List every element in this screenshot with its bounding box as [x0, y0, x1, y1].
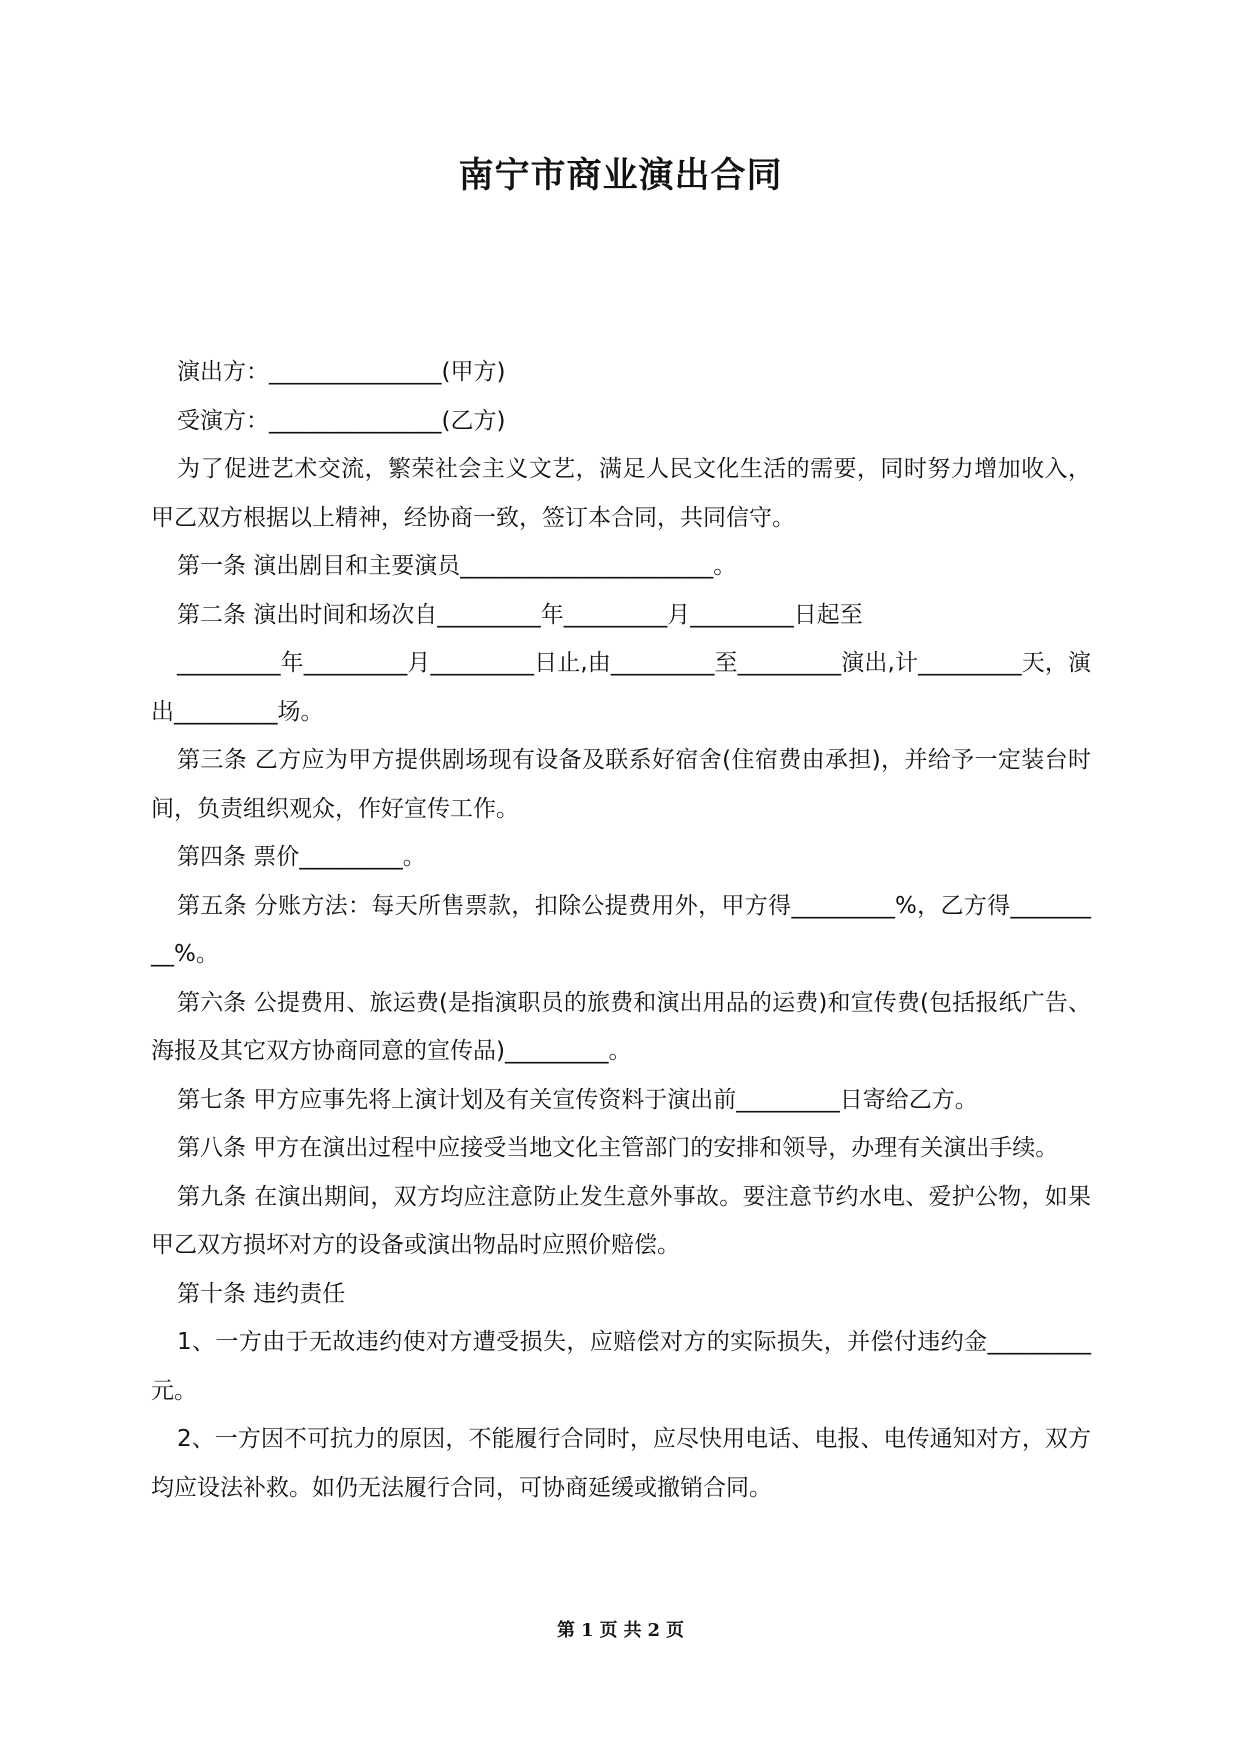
- article-2: 第二条 演出时间和场次自_________年_________月_________日起至: [177, 601, 863, 628]
- article-4: 第四条 票价_________。: [177, 844, 426, 870]
- article-10-heading: 第十条 违约责任: [177, 1280, 346, 1307]
- footer-page-word: 第: [556, 1620, 575, 1641]
- article-10-clause-2: 2、一方因不可抗力的原因，不能履行合同时，应尽快用电话、电报、电传通知对方，双方均应设法补救。如仍无法履行合同，可协商延缓或撤销合同。: [151, 1426, 1091, 1501]
- page-footer: [0, 1618, 1241, 1644]
- footer-page-number: 1: [580, 1620, 594, 1641]
- party-a-line: 演出方：_______________(甲方): [177, 359, 506, 385]
- article-8: 第八条 甲方在演出过程中应接受当地文化主管部门的安排和领导，办理有关演出手续。: [177, 1135, 1059, 1161]
- preamble-paragraph: 为了促进艺术交流，繁荣社会主义文艺，满足人民文化生活的需要，同时努力增加收入，甲乙双方根据以上精神，经协商一致，签订本合同，共同信守。: [151, 456, 1091, 531]
- document-title: 南宁市商业演出合同: [458, 156, 783, 196]
- article-9: 第九条 在演出期间，双方均应注意防止发生意外事故。要注意节约水电、爱护公物，如果甲乙双方损坏对方的设备或演出物品时应照价赔偿。: [151, 1183, 1091, 1258]
- article-3: 第三条 乙方应为甲方提供剧场现有设备及联系好宿舍(住宿费由承担)，并给予一定装台时间，负责组织观众，作好宣传工作。: [151, 747, 1091, 822]
- document-body: [151, 348, 1091, 1512]
- article-1: 第一条 演出剧目和主要演员______________________。: [177, 553, 737, 579]
- footer-total-word: 共: [623, 1620, 642, 1641]
- footer-total-number: 2: [647, 1620, 661, 1641]
- article-5: 第五条 分账方法：每天所售票款，扣除公提费用外，甲方得_________%，乙方得_________%。: [151, 892, 1091, 967]
- article-7: 第七条 甲方应事先将上演计划及有关宣传资料于演出前_________日寄给乙方。: [177, 1086, 978, 1113]
- article-2-continued: _________年_________月_________日止,由_________至_________演出,计_________天，演出_________场。: [151, 650, 1091, 725]
- article-6: 第六条 公提费用、旅运费(是指演职员的旅费和演出用品的运费)和宣传费(包括报纸广告、海报及其它双方协商同意的宣传品)_________。: [151, 989, 1091, 1064]
- footer-page-unit: 页: [599, 1620, 618, 1641]
- footer-total-unit: 页: [666, 1620, 685, 1641]
- article-10-clause-1: 1、一方由于无故违约使对方遭受损失，应赔偿对方的实际损失，并偿付违约金_________元。: [151, 1329, 1091, 1404]
- party-b-line: 受演方：_______________(乙方): [177, 407, 506, 434]
